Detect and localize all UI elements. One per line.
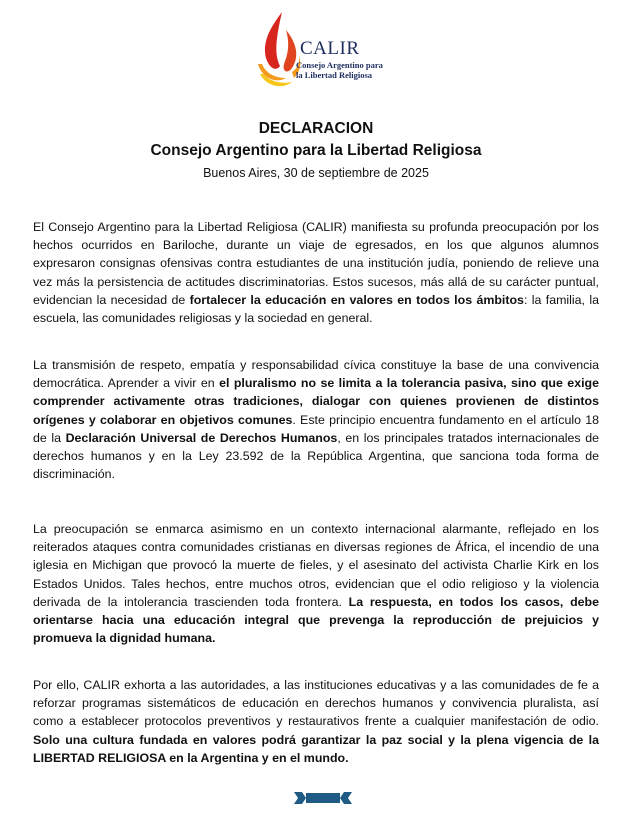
logo-subtitle-line2: la Libertad Religiosa [296, 70, 373, 80]
footer-ornament-icon [294, 790, 352, 806]
paragraph-4 [33, 676, 599, 767]
paragraph-2-bold-d: Declaración Universal de Derechos Humanos [65, 430, 338, 445]
declaration-title: DECLARACION [258, 120, 374, 137]
paragraph-3 [33, 520, 599, 647]
paragraph-2-text-e: , en los principales tratados internacionales de derechos humanos y en la Ley 23.592 de la República Argentina, que sanciona toda forma de discriminación. [33, 430, 599, 482]
date-line: Buenos Aires, 30 de septiembre de 2025 [203, 166, 429, 180]
organization-name: Consejo Argentino para la Libertad Religiosa [150, 142, 482, 159]
logo-subtitle-line1: Consejo Argentino para [296, 60, 383, 70]
logo-subtitle [296, 60, 383, 80]
calir-logo [252, 8, 382, 90]
flame-redorange-shape [284, 30, 297, 71]
paragraph-2-bold-b: el pluralismo no se limita a la tolerancia pasiva, sino que exige comprender activamente otras tradiciones, dialogar con quienes provienen de distintos orígenes y colaborar en objetivos comunes [33, 376, 599, 427]
paragraph-4-text-a: Por ello, CALIR exhorta a las autoridades, a las instituciones educativas y a las comunidades de fe a reforzar programas sistemáticos de educación en derechos humanos y convivencia pluralista, así como a establecer protocolos preventivos y restaurativos frente a cualquier manifestación de odio. [33, 678, 599, 729]
paragraph-1-text-a: El Consejo Argentino para la Libertad Religiosa (CALIR) manifiesta su profunda preocupación por los hechos ocurridos en Bariloche, durante un viaje de egresados, en los que algunos alumnos expresaron consignas ofensivas contra estudiantes de una institución judía, poniendo de relieve una vez más la persistencia de actitudes discriminatorias. Estos sucesos, más allá de su carácter puntual, evidencian la necesidad de [33, 220, 599, 307]
paragraph-2-text-c: . Este principio encuentra fundamento en el artículo 18 de la [33, 412, 599, 445]
paragraph-2 [33, 356, 599, 483]
paragraph-1-text-c: : la familia, la escuela, las comunidades religiosas y la sociedad en general. [33, 292, 599, 326]
paragraph-1-bold: fortalecer la educación en valores en todos los ámbitos [189, 292, 524, 307]
paragraph-2-text-a: La transmisión de respeto, empatía y responsabilidad cívica constituye la base de una convivencia democrática. Aprender a vivir en [33, 358, 599, 391]
logo-name: CALIR [300, 38, 360, 59]
flame-red-shape [265, 12, 282, 69]
paragraph-4-bold: Solo una cultura fundada en valores podrá garantizar la paz social y la plena vigencia de la LIBERTAD RELIGIOSA en la Argentina y en el mundo. [33, 732, 599, 765]
paragraph-3-text-a: La preocupación se enmarca asimismo en un contexto internacional alarmante, reflejado en los reiterados ataques contra comunidades cristianas en diversas regiones de África, el incendio de una iglesia en Michigan que provocó la muerte de fieles, y el asesinato del activista Charlie Kirk en los Estados Unidos. Tales hechos, entre muchos otros, evidencian que el odio religioso y la violencia derivada de la intolerancia trascienden toda frontera. [33, 522, 599, 609]
paragraph-1 [33, 218, 599, 327]
paragraph-3-bold: La respuesta, en todos los casos, debe orientarse hacia una educación integral que prevenga la reproducción de prejuicios y promueva la dignidad humana. [33, 594, 599, 646]
